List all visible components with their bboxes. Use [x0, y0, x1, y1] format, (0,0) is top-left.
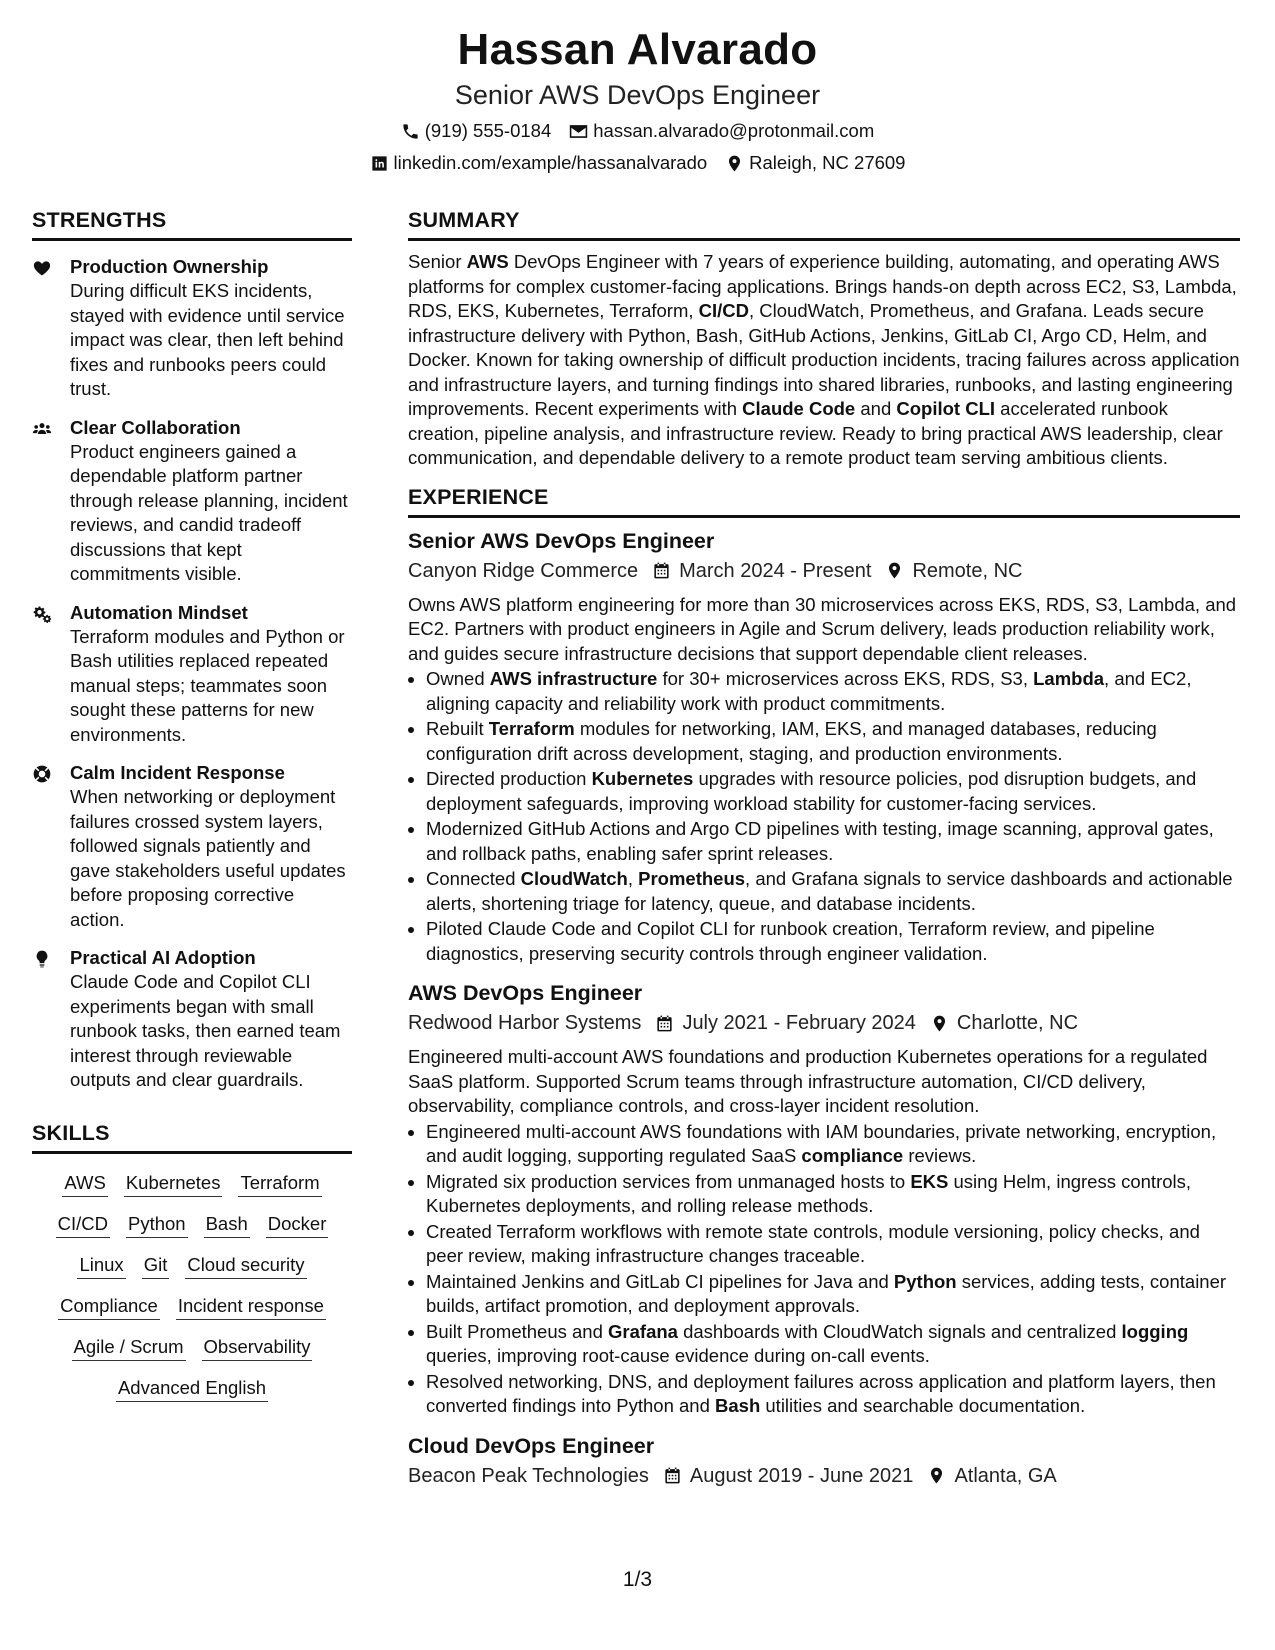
job-location	[930, 1008, 1078, 1038]
contact-email[interactable]	[569, 116, 874, 146]
job-entry	[408, 978, 1240, 1419]
lightbulb-icon	[32, 949, 52, 969]
job-company: Canyon Ridge Commerce	[408, 559, 639, 582]
text-run: Piloted Claude Code and Copilot CLI for runbook creation, Terraform review, and pipeline diagnostics, preserving security controls through engineer validation.	[426, 918, 1155, 964]
contact-linkedin[interactable]	[370, 148, 708, 178]
text-run: dashboards with CloudWatch signals and centralized	[677, 1320, 1122, 1342]
strength-text: Terraform modules and Python or Bash utilities replaced repeated manual steps; teammates soon sought these patterns for new environments.	[70, 625, 345, 745]
text-run: Maintained Jenkins and GitLab CI pipelines for Java and	[426, 1270, 894, 1292]
candidate-name: Hassan Alvarado	[457, 25, 818, 74]
job-location-text: Atlanta, GA	[954, 1464, 1057, 1487]
linkedin-icon	[370, 154, 389, 173]
contact-phone	[401, 116, 552, 146]
text-run: Owned	[426, 668, 490, 689]
resume-header	[0, 22, 1275, 178]
job-description: Owns AWS platform engineering for more than 30 microservices across EKS, RDS, S3, Lambda, and EC2. Partners with product engineers in Agile and Scrum delivery, leads production reliability work, and guides secure infrastructure decisions that support dependable client releases.	[408, 593, 1237, 664]
strength-body	[70, 946, 352, 1093]
job-bullet	[426, 1220, 1240, 1269]
skill-chip: AWS	[62, 1170, 107, 1197]
strength-item	[32, 601, 352, 748]
strength-item	[32, 761, 352, 932]
strength-icon-wrap	[32, 946, 70, 1093]
gears-icon	[32, 604, 52, 624]
job-dates-text: March 2024 - Present	[679, 559, 872, 582]
strength-text: During difficult EKS incidents, stayed with evidence until service impact was clear, then left behind fixes and runbooks peers could trust.	[70, 280, 345, 399]
location-text: Raleigh, NC 27609	[749, 152, 906, 173]
map-pin-icon	[930, 1014, 949, 1033]
strength-title: Practical AI Adoption	[70, 947, 256, 968]
strength-item	[32, 255, 352, 402]
text-run: , CloudWatch, Prometheus, and Grafana. Leads secure infrastructure delivery with Python, Bash, GitHub Actions, Jenkins, GitLab CI, Argo CD, Helm, and Docker. Known for taking ownership of difficult production incidents, tracing failures across application and infrastructure layers, and turning findings into shared libraries, runbooks, and lasting engineering improvements. Recent experiments with	[408, 300, 1240, 419]
job-bullet	[426, 917, 1240, 966]
strength-title: Calm Incident Response	[70, 762, 285, 783]
skill-chip: Cloud security	[185, 1252, 306, 1279]
bold-text: AWS infrastructure	[489, 668, 658, 689]
job-bullet	[426, 1370, 1240, 1419]
contact-location	[725, 148, 905, 178]
skill-chip: Agile / Scrum	[72, 1334, 186, 1361]
job-dates-text: August 2019 - June 2021	[689, 1464, 914, 1487]
job-bullet	[426, 867, 1240, 916]
job-dates	[652, 556, 871, 586]
bold-text: logging	[1121, 1320, 1189, 1342]
job-bullet	[426, 667, 1240, 716]
job-title: AWS DevOps Engineer	[408, 981, 643, 1005]
text-run: Senior	[408, 251, 467, 272]
job-company: Beacon Peak Technologies	[408, 1464, 649, 1487]
skills-list	[32, 1170, 352, 1402]
users-icon	[32, 419, 52, 439]
text-run: DevOps Engineer with 7 years of experience building, automating, and operating AWS platforms for complex customer-facing applications. Brings hands-on depth across EC2, S3, Lambda, RDS, EKS, Kubernetes, Terraform,	[408, 251, 1237, 321]
strength-text: When networking or deployment failures crossed system layers, followed signals patiently and gave stakeholders useful updates before proposing corrective action.	[70, 786, 346, 930]
bold-text: Bash	[715, 1395, 761, 1416]
job-bullets	[408, 1120, 1240, 1419]
experience-section	[408, 485, 1240, 1491]
bold-text: Grafana	[608, 1320, 678, 1342]
skill-chip: Kubernetes	[124, 1170, 223, 1197]
heart-icon	[32, 258, 52, 278]
job-dates	[655, 1008, 915, 1038]
skill-chip: Linux	[77, 1252, 125, 1279]
skill-chip: Observability	[202, 1334, 313, 1361]
strengths-heading: STRENGTHS	[32, 208, 352, 241]
skill-chip: Docker	[266, 1211, 329, 1238]
bold-text: Kubernetes	[591, 768, 694, 789]
bold-text: Prometheus	[638, 868, 746, 889]
calendar-icon	[655, 1014, 674, 1033]
strength-icon-wrap	[32, 601, 70, 748]
phone-icon	[401, 122, 420, 141]
text-run: for 30+ microservices across EKS, RDS, S3,	[657, 668, 1034, 689]
job-location-text: Charlotte, NC	[956, 1012, 1079, 1034]
text-run: Created Terraform workflows with remote state controls, module versioning, policy checks, and peer review, making infrastructure changes traceable.	[426, 1220, 1200, 1266]
strength-icon-wrap	[32, 416, 70, 587]
bold-text: Claude Code	[742, 398, 856, 419]
candidate-title: Senior AWS DevOps Engineer	[454, 80, 821, 110]
text-run: Built Prometheus and	[426, 1320, 609, 1342]
left-column	[32, 208, 352, 1402]
strength-item	[32, 946, 352, 1093]
skill-chip: Compliance	[58, 1293, 160, 1320]
bold-text: CI/CD	[698, 300, 750, 321]
skill-chip: Terraform	[238, 1170, 321, 1197]
text-run: Migrated six production services from unmanaged hosts to	[426, 1170, 911, 1192]
job-dates-text: July 2021 - February 2024	[682, 1012, 916, 1034]
job-bullet	[426, 1270, 1240, 1319]
text-run: Connected	[426, 868, 521, 889]
job-bullet	[426, 767, 1240, 816]
linkedin-text[interactable]: linkedin.com/example/hassanalvarado	[393, 152, 708, 173]
job-meta	[408, 1461, 1240, 1491]
contact-row-2	[0, 148, 1275, 178]
right-column	[408, 208, 1240, 1491]
job-location	[927, 1461, 1056, 1491]
job-bullet	[426, 1170, 1240, 1219]
job-title: Senior AWS DevOps Engineer	[408, 528, 715, 553]
summary-heading: SUMMARY	[408, 208, 1240, 241]
text-run: , and Grafana signals to service dashboards and actionable alerts, shortening triage for latency, queue, and database incidents.	[426, 868, 1233, 914]
strength-body	[70, 255, 352, 402]
calendar-icon	[663, 1466, 682, 1485]
contact-row-1	[0, 116, 1275, 146]
job-bullet	[426, 1320, 1240, 1369]
job-company: Redwood Harbor Systems	[408, 1012, 642, 1034]
bold-text: AWS	[466, 251, 509, 272]
email-text[interactable]: hassan.alvarado@protonmail.com	[593, 120, 875, 141]
text-run: Engineered multi-account AWS foundations with IAM boundaries, private networking, encryption, and audit logging, supporting regulated SaaS	[426, 1120, 1217, 1166]
job-location	[885, 556, 1022, 586]
envelope-icon	[569, 122, 588, 141]
skills-heading: SKILLS	[32, 1121, 352, 1154]
text-run: queries, improving root-cause evidence during on-call events.	[426, 1345, 930, 1366]
text-run: services, adding tests, container builds, artifact promotion, and deployment approvals.	[426, 1270, 1227, 1316]
strength-item	[32, 416, 352, 587]
summary-text	[408, 250, 1240, 471]
job-bullet	[426, 1120, 1240, 1169]
map-pin-icon	[885, 561, 904, 580]
bold-text: Copilot CLI	[896, 398, 996, 419]
job-description: Engineered multi-account AWS foundations and production Kubernetes operations for a regulated SaaS platform. Supported Scrum teams through infrastructure automation, CI/CD delivery, observability, compliance controls, and cross-layer incident resolution.	[408, 1046, 1208, 1116]
job-dates	[663, 1461, 914, 1491]
bold-text: EKS	[910, 1170, 949, 1192]
text-run: accelerated runbook creation, pipeline analysis, and infrastructure review. Ready to bring practical AWS leadership, clear communication, and dependable delivery to a remote product team serving ambitious clients.	[408, 398, 1223, 468]
text-run: Directed production	[426, 768, 592, 789]
strength-title: Clear Collaboration	[70, 416, 241, 438]
strength-body	[70, 416, 352, 587]
job-bullets	[408, 667, 1240, 966]
text-run: Rebuilt	[426, 718, 489, 739]
bold-text: CloudWatch	[520, 868, 628, 889]
strength-icon-wrap	[32, 255, 70, 402]
lifebuoy-icon	[32, 764, 52, 784]
text-run: utilities and searchable documentation.	[760, 1395, 1086, 1416]
text-run: using Helm, ingress controls, Kubernetes deployments, and rolling release methods.	[426, 1170, 1192, 1216]
text-run: upgrades with resource policies, pod disruption budgets, and deployment safeguards, improving workload stability for customer-facing services.	[426, 768, 1197, 814]
bold-text: Python	[893, 1270, 957, 1292]
map-pin-icon	[725, 154, 744, 173]
page-number: 1/3	[622, 1568, 653, 1591]
job-entry	[408, 526, 1240, 967]
skill-chip: CI/CD	[56, 1211, 110, 1238]
map-pin-icon	[927, 1466, 946, 1485]
job-meta	[408, 1008, 1240, 1038]
strength-body	[70, 601, 352, 748]
strength-title: Automation Mindset	[70, 601, 248, 623]
experience-heading: EXPERIENCE	[408, 485, 1240, 518]
strength-text: Product engineers gained a dependable platform partner through release planning, incident reviews, and candid tradeoff discussions that kept commitments visible.	[70, 440, 348, 584]
job-meta	[408, 556, 1240, 586]
job-bullet	[426, 817, 1240, 866]
job-location-text: Remote, NC	[912, 559, 1023, 582]
text-run: , and EC2, aligning capacity and reliability work with product commitments.	[426, 668, 1192, 714]
strengths-list	[32, 255, 352, 1093]
skill-chip: Bash	[204, 1211, 250, 1238]
skill-chip: Python	[126, 1211, 188, 1238]
text-run: Modernized GitHub Actions and Argo CD pipelines with testing, image scanning, approval gates, and rollback paths, enabling safer sprint releases.	[426, 818, 1214, 864]
calendar-icon	[652, 561, 671, 580]
jobs-list	[408, 526, 1240, 1491]
bold-text: compliance	[801, 1145, 904, 1166]
text-run: modules for networking, IAM, EKS, and managed databases, reducing configuration drift across development, staging, and production environments.	[426, 718, 1157, 764]
text-run: ,	[627, 868, 639, 889]
strength-body	[70, 761, 352, 932]
strength-title: Production Ownership	[70, 256, 269, 277]
skills-section	[32, 1121, 352, 1402]
strength-icon-wrap	[32, 761, 70, 932]
skill-chip: Advanced English	[116, 1375, 268, 1402]
skill-chip: Git	[142, 1252, 170, 1279]
text-run: Resolved networking, DNS, and deployment failures across application and platform layers, then converted findings into Python and	[426, 1370, 1216, 1416]
skill-chip: Incident response	[176, 1293, 326, 1320]
text-run: and	[855, 398, 897, 419]
job-title: Cloud DevOps Engineer	[408, 1433, 655, 1458]
bold-text: Terraform	[488, 718, 575, 739]
strength-text: Claude Code and Copilot CLI experiments began with small runbook tasks, then earned team interest through reviewable outputs and clear guardrails.	[70, 971, 341, 1090]
job-entry	[408, 1431, 1240, 1491]
text-run: reviews.	[903, 1145, 977, 1166]
phone-text: (919) 555-0184	[424, 120, 552, 141]
bold-text: Lambda	[1033, 668, 1105, 689]
job-bullet	[426, 717, 1240, 766]
